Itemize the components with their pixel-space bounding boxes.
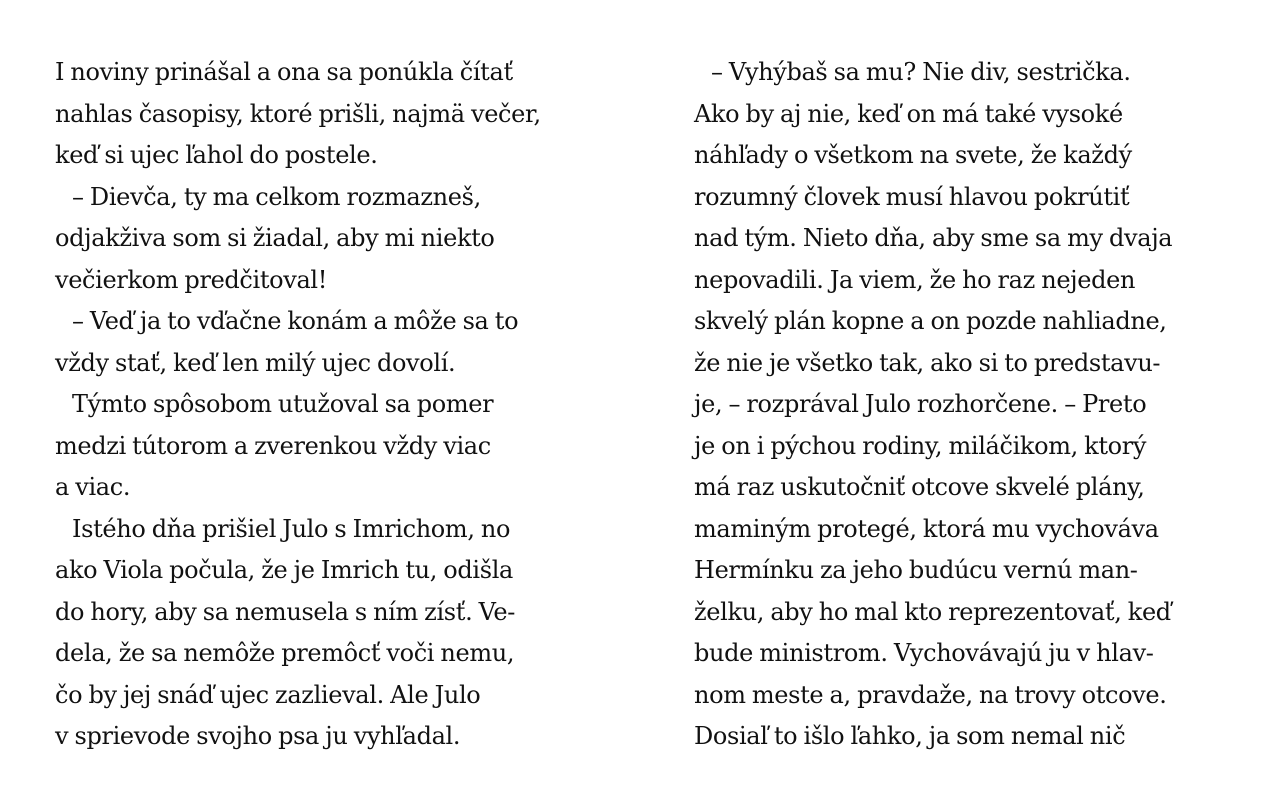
text-line: keď si ujec ľahol do postele. (55, 141, 378, 169)
text-line: Týmto spôsobom utužoval sa pomer (72, 390, 494, 418)
right-page (694, 52, 1234, 758)
text-line: vždy stať, keď len milý ujec dovolí. (55, 348, 456, 377)
text-line: I noviny prinášal a ona sa ponúkla čítať (55, 58, 513, 86)
text-line: má raz uskutočniť otcove skvelé plány, (694, 473, 1145, 501)
text-line: v sprievode svojho psa ju vyhľadal. (55, 722, 461, 750)
text-line: čo by jej snáď ujec zazlieval. Ale Julo (55, 680, 481, 709)
text-line: nahlas časopisy, ktoré prišli, najmä večer, (55, 99, 541, 128)
text-line: Istého dňa prišiel Julo s Imrichom, no (72, 514, 511, 543)
text-line: večierkom predčitoval! (55, 265, 328, 294)
text-line: Ako by aj nie, keď on má také vysoké (694, 99, 1123, 128)
text-line: rozumný človek musí hlavou pokrútiť (694, 182, 1130, 211)
text-line: Hermínku za jeho budúcu vernú man- (694, 556, 1138, 584)
text-line: nad tým. Nieto dňa, aby sme sa my dvaja (694, 224, 1173, 252)
text-line: odjakživa som si žiadal, aby mi niekto (55, 224, 495, 252)
text-line: bude ministrom. Vychovávajú ju v hlav- (694, 639, 1154, 667)
text-line: skvelý plán kopne a on pozde nahliadne, (694, 307, 1167, 335)
text-line: – Dievča, ty ma celkom rozmazneš, (72, 182, 481, 211)
text-line: je, – rozprával Julo rozhorčene. – Preto (694, 390, 1147, 418)
text-line: že nie je všetko tak, ako si to predstavu- (694, 348, 1161, 377)
text-line: Dosiaľ to išlo ľahko, ja som nemal nič (694, 722, 1126, 750)
text-line: a viac. (55, 473, 131, 501)
left-page (55, 52, 595, 758)
text-line: – Veď ja to vďačne konám a môže sa to (72, 307, 519, 335)
text-line: nepovadili. Ja viem, že ho raz nejeden (694, 265, 1136, 294)
text-line: želku, aby ho mal kto reprezentovať, keď (694, 597, 1171, 626)
text-line: je on i pýchou rodiny, miláčikom, ktorý (694, 431, 1147, 460)
text-line: ako Viola počula, že je Imrich tu, odišla (55, 556, 513, 584)
text-line: medzi tútorom a zverenkou vždy viac (55, 431, 491, 460)
text-line: nom meste a, pravdaže, na trovy otcove. (694, 680, 1167, 709)
text-line: – Vyhýbaš sa mu? Nie div, sestrička. (711, 58, 1131, 86)
text-line: do hory, aby sa nemusela s ním zísť. Ve- (55, 597, 516, 626)
text-line: dela, že sa nemôže premôcť voči nemu, (55, 639, 515, 667)
text-line: maminým protegé, ktorá mu vychováva (694, 514, 1159, 543)
text-line: náhľady o všetkom na svete, že každý (694, 141, 1132, 169)
